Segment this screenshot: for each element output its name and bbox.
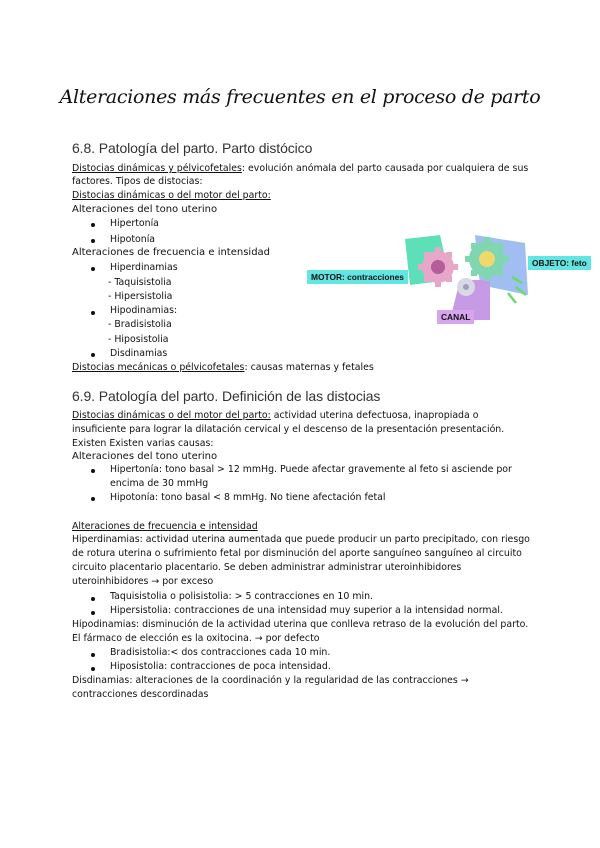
bullet-dot: [91, 469, 95, 473]
bullet-dot: [91, 497, 95, 501]
bullet-dot: [91, 597, 95, 601]
tono-heading: Alteraciones del tono uterino: [72, 204, 218, 215]
list-subitem: - Taquisistolia: [108, 277, 172, 288]
list-item-taquisistolia: Taquisistolia o polisistolia: > 5 contracciones en 10 min.: [110, 591, 373, 602]
tono-heading-2: Alteraciones del tono uterino: [72, 451, 218, 462]
section-heading-6-9: 6.9. Patología del parto. Definición de las distocias: [72, 388, 381, 404]
gear-small-icon: [457, 278, 475, 296]
list-item-hipertonia-def: Hipertonía: tono basal > 12 mmHg. Puede afectar gravemente al feto si asciende por encima de 30 mmHg: [110, 464, 512, 489]
list-item-hiposistolia: Hiposistolia: contracciones de poca intensidad.: [110, 661, 331, 672]
definition-line-2: insuficiente para lograr la dilatación cervical y el descenso de la presentación presentación.: [72, 424, 505, 435]
page-title: Alteraciones más frecuentes en el proceso de parto: [59, 86, 541, 108]
mecanicas-line: [72, 361, 374, 374]
list-subitem: - Hiposistolia: [108, 334, 169, 345]
intro-line-1: [72, 162, 528, 175]
freq-heading: Alteraciones de frecuencia e intensidad: [72, 247, 271, 258]
intro-line-2: factores. Tipos de distocias:: [72, 176, 203, 187]
bullet-dot: [91, 353, 95, 357]
bullet-dot: [91, 223, 95, 227]
list-item-hipersistolia: Hipersistolia: contracciones de una intensidad muy superior a la intensidad normal.: [110, 605, 503, 616]
list-item-hipotonia-def: Hipotonía: tono basal < 8 mmHg. No tiene afectación fetal: [110, 492, 386, 503]
bullet-dot: [91, 239, 95, 243]
hiperdinamias-paragraph: Hiperdinamias: actividad uterina aumentada que puede producir un parto precipitado, con riesgo de rotura uterina o sufrimiento fetal por disminución del aporte sanguíneo sanguíneo al circuito circuito placentario placentario. Se deben administrar administrar uteroinhibidores uteroinhibidores → por exceso: [72, 534, 530, 587]
list-item-bradisistolia: Bradisistolia:< dos contracciones cada 10 min.: [110, 647, 331, 658]
list-subitem: - Bradisistolia: [108, 319, 172, 330]
bullet-dot: [91, 267, 95, 271]
mecanicas-text: : causas maternas y fetales: [244, 362, 374, 373]
section-heading-6-8: 6.8. Patología del parto. Parto distócico: [72, 140, 313, 156]
list-item-hipotonia: Hipotonía: [110, 234, 156, 245]
gear-left-icon: [418, 247, 458, 287]
objeto-label: OBJETO: feto: [528, 256, 591, 270]
list-subitem: - Hipersistolia: [108, 291, 173, 302]
bullet-dot: [91, 653, 95, 657]
bullet-dot: [91, 311, 95, 315]
definition-line-3: Existen Existen varias causas:: [72, 438, 214, 449]
hipodinamias-paragraph: Hipodinamias: disminución de la actividad uterina que conlleva retraso de la evolución del parto. El fármaco de elección es la oxitocina. → por defecto: [72, 619, 529, 644]
gear-right-icon: [465, 237, 509, 281]
bullet-dot: [91, 667, 95, 671]
list-item-disdinamias: Disdinamias: [110, 348, 168, 359]
definition-text: actividad uterina defectuosa, inapropiada o: [270, 410, 479, 421]
definition-term: Distocias dinámicas o del motor del parto:: [72, 410, 271, 421]
list-item-hiperdinamias: Hiperdinamias: [110, 262, 178, 273]
list-item-hipodinamias: Hipodinamias:: [110, 305, 178, 316]
intro-text: : evolución anómala del parto causada por cualquiera de sus: [241, 163, 529, 174]
mecanicas-term: Distocias mecánicas o pélvicofetales: [72, 362, 245, 373]
motor-heading: Distocias dinámicas o del motor del parto:: [72, 190, 271, 201]
list-item-hipertonia: Hipertonía: [110, 218, 159, 229]
definition-line-1: [72, 409, 478, 422]
intro-term: Distocias dinámicas y pélvicofetales: [72, 163, 242, 174]
motor-label: MOTOR: contracciones: [307, 270, 408, 284]
disdinamias-paragraph: Disdinamias: alteraciones de la coordinación y la regularidad de las contracciones → contracciones descordinadas: [72, 675, 469, 700]
canal-label: CANAL: [437, 310, 474, 324]
freq-heading-2: Alteraciones de frecuencia e intensidad: [72, 521, 258, 532]
bullet-dot: [91, 611, 95, 615]
